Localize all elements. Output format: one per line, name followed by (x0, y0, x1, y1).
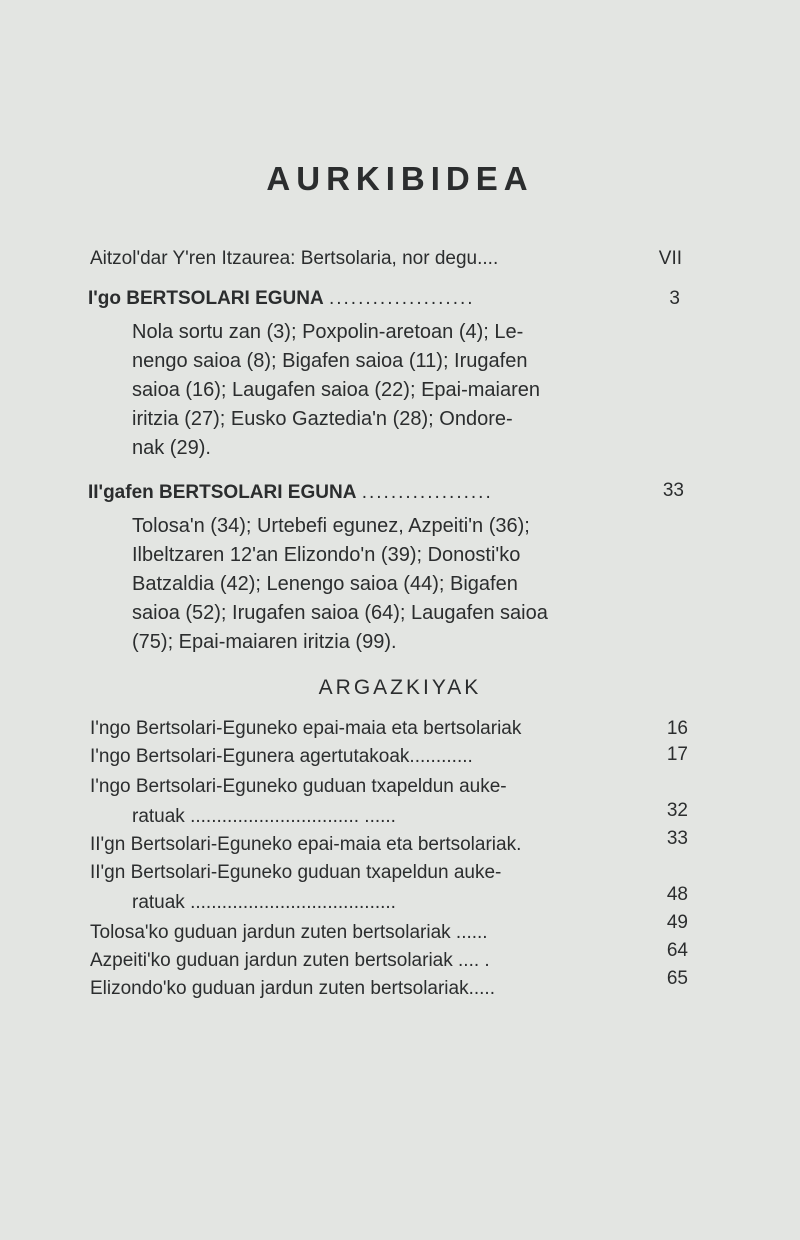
section2-dots: .................. (361, 482, 493, 503)
intro-page-number: VII (658, 248, 682, 269)
section1-line: iritzia (27); Eusko Gaztedia'n (28); Ondore- (132, 408, 513, 430)
section2-line: Tolosa'n (34); Urtebefi egunez, Azpeiti'n (36); (132, 515, 530, 537)
section2-line: Ilbeltzaren 12'an Elizondo'n (39); Donosti'ko (132, 544, 521, 566)
section1-contents (132, 318, 620, 463)
section1-line: nengo saioa (8); Bigafen saioa (11); Irugafen (132, 350, 528, 372)
section1-dots: .................... (328, 288, 475, 309)
photo-entry-page: 16 (666, 718, 688, 739)
section2-heading: II'gafen BERTSOLARI EGUNA (88, 482, 357, 503)
section1-page-number: 3 (669, 288, 680, 309)
section1-line: nak (29). (132, 437, 211, 459)
section2-entry (88, 482, 493, 504)
section1-entry (88, 288, 475, 310)
photo-entry: II'gn Bertsolari-Eguneko epai-maia eta bertsolariak. (90, 834, 522, 855)
photo-entry-page: 17 (666, 744, 688, 765)
photo-entry: Azpeiti'ko guduan jardun zuten bertsolariak .... . (90, 950, 490, 971)
photo-entry: I'ngo Bertsolari-Egunera agertutakoak............ (90, 746, 473, 767)
section2-line: Batzaldia (42); Lenengo saioa (44); Bigafen (132, 573, 518, 595)
section2-line: saioa (52); Irugafen saioa (64); Laugafen saioa (132, 602, 548, 624)
photo-entry: ratuak ....................................... (132, 892, 396, 913)
photo-entry-page: 65 (666, 968, 688, 989)
photos-heading: ARGAZKIYAK (318, 676, 482, 699)
photo-entry-page: 33 (666, 828, 688, 849)
photo-entry: II'gn Bertsolari-Eguneko guduan txapeldun auke- (90, 862, 502, 883)
section1-heading: I'go BERTSOLARI EGUNA (88, 288, 324, 309)
section2-page-number: 33 (662, 480, 684, 501)
photo-entry-page: 64 (666, 940, 688, 961)
photo-entry-page: 48 (666, 884, 688, 905)
intro-entry: Aitzol'dar Y'ren Itzaurea: Bertsolaria, nor degu.... (90, 248, 499, 269)
photo-entry: Elizondo'ko guduan jardun zuten bertsolariak..... (90, 978, 495, 999)
photo-entry-page: 49 (666, 912, 688, 933)
section1-line: saioa (16); Laugafen saioa (22); Epai-maiaren (132, 379, 541, 401)
page-title: AURKIBIDEA (266, 160, 534, 197)
photo-entry: I'ngo Bertsolari-Eguneko guduan txapeldun auke- (90, 776, 507, 797)
section2-line: (75); Epai-maiaren iritzia (99). (132, 631, 397, 653)
photo-entry-page: 32 (666, 800, 688, 821)
section2-contents (132, 512, 620, 657)
photo-entry: Tolosa'ko guduan jardun zuten bertsolariak ...... (90, 922, 488, 943)
photo-entry: ratuak ................................ ...... (132, 806, 396, 827)
section1-line: Nola sortu zan (3); Poxpolin-aretoan (4); Le- (132, 321, 524, 343)
photo-entry: I'ngo Bertsolari-Eguneko epai-maia eta bertsolariak (90, 718, 522, 739)
